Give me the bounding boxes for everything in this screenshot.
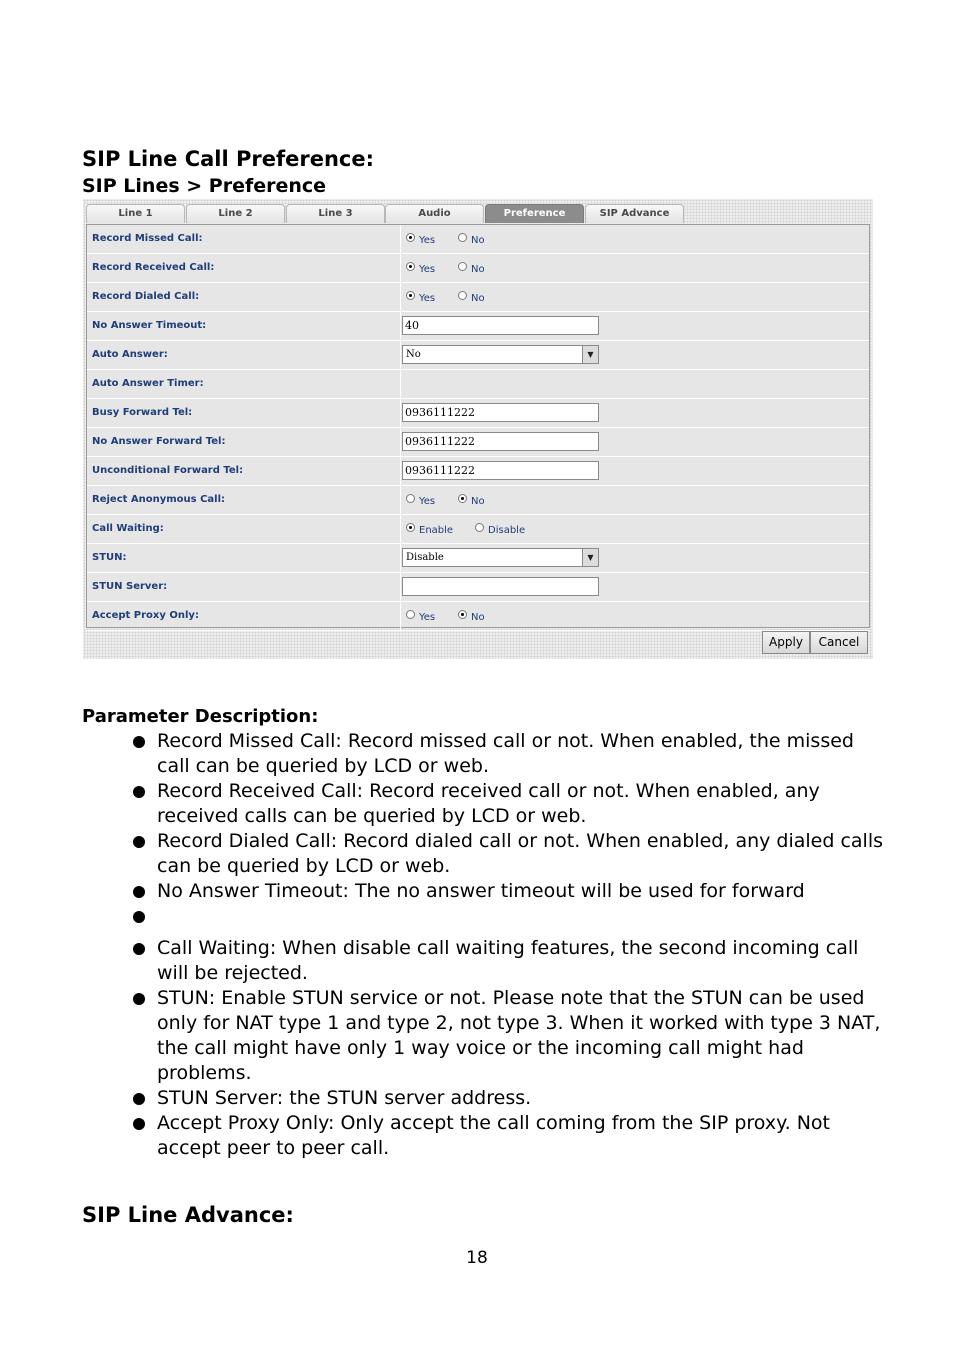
field-label: STUN: xyxy=(92,552,127,563)
record-dialed-yes-radio[interactable] xyxy=(406,292,435,304)
list-item: STUN: Enable STUN service or not. Please note that the STUN can be used only for NAT type 1 and type 2, not type 3. When it worked with type 3 NAT, the call might have only 1 way voice or the incoming call might had problems. xyxy=(130,986,890,1086)
select-value: Disable xyxy=(406,552,444,563)
cancel-button[interactable]: Cancel xyxy=(810,631,868,654)
stun-select[interactable] xyxy=(402,548,599,567)
tab-audio[interactable]: Audio xyxy=(385,204,484,223)
field-value-cell xyxy=(400,544,870,572)
radio-label: Disable xyxy=(488,524,526,536)
radio-label: No xyxy=(471,263,485,275)
tab-sip-advance[interactable]: SIP Advance xyxy=(585,204,684,223)
tab-line-3[interactable]: Line 3 xyxy=(286,204,385,223)
form-row xyxy=(87,370,869,399)
field-value-cell xyxy=(400,370,870,398)
no-answer-forward-tel-input[interactable]: 0936111222 xyxy=(402,432,599,451)
field-label: Record Received Call: xyxy=(92,262,215,273)
field-value-cell xyxy=(400,428,870,456)
field-label: Accept Proxy Only: xyxy=(92,610,199,621)
field-value-cell xyxy=(400,602,870,630)
form-row xyxy=(87,225,869,254)
form-row xyxy=(87,283,869,312)
list-item: No Answer Timeout: The no answer timeout will be used for forward xyxy=(130,879,890,904)
list-item: STUN Server: the STUN server address. xyxy=(130,1086,890,1111)
list-item xyxy=(130,904,890,936)
select-value: No xyxy=(406,349,421,360)
tab-line-1[interactable]: Line 1 xyxy=(86,204,185,223)
list-item: Accept Proxy Only: Only accept the call coming from the SIP proxy. Not accept peer to peer call. xyxy=(130,1111,890,1161)
radio-unselected-icon xyxy=(475,523,484,532)
form-row xyxy=(87,312,869,341)
record-received-yes-radio[interactable] xyxy=(406,263,435,275)
field-value-cell xyxy=(400,283,870,311)
form-row xyxy=(87,573,869,602)
parameter-description-heading: Parameter Description: xyxy=(82,706,319,727)
field-label: No Answer Forward Tel: xyxy=(92,436,226,447)
field-value-cell xyxy=(400,254,870,282)
accept-proxy-no-radio[interactable] xyxy=(458,611,485,623)
radio-selected-icon xyxy=(406,262,415,271)
preference-screenshot-panel xyxy=(83,199,873,659)
unconditional-forward-tel-input[interactable]: 0936111222 xyxy=(402,461,599,480)
reject-anonymous-no-radio[interactable] xyxy=(458,495,485,507)
list-item: Call Waiting: When disable call waiting features, the second incoming call will be rejected. xyxy=(130,936,890,986)
radio-unselected-icon xyxy=(458,233,467,242)
apply-button[interactable]: Apply xyxy=(762,631,810,654)
preference-form xyxy=(86,224,870,628)
chevron-down-icon[interactable]: ▼ xyxy=(582,549,598,566)
no-answer-timeout-input[interactable]: 40 xyxy=(402,316,599,335)
field-value-cell xyxy=(400,399,870,427)
radio-selected-icon xyxy=(406,233,415,242)
radio-label: Enable xyxy=(419,524,454,536)
radio-label: Yes xyxy=(419,234,436,246)
breadcrumb: SIP Lines > Preference xyxy=(82,175,327,197)
record-received-no-radio[interactable] xyxy=(458,263,485,275)
record-missed-no-radio[interactable] xyxy=(458,234,485,246)
tab-bar xyxy=(86,204,866,224)
field-label: Reject Anonymous Call: xyxy=(92,494,226,505)
radio-unselected-icon xyxy=(406,494,415,503)
radio-unselected-icon xyxy=(458,291,467,300)
auto-answer-select[interactable] xyxy=(402,345,599,364)
radio-label: No xyxy=(471,292,485,304)
field-label: Call Waiting: xyxy=(92,523,164,534)
radio-selected-icon xyxy=(406,291,415,300)
field-label: Auto Answer: xyxy=(92,349,168,360)
radio-label: No xyxy=(471,495,485,507)
form-row xyxy=(87,457,869,486)
radio-selected-icon xyxy=(458,494,467,503)
reject-anonymous-yes-radio[interactable] xyxy=(406,495,435,507)
form-row xyxy=(87,602,869,631)
record-missed-yes-radio[interactable] xyxy=(406,234,435,246)
form-row xyxy=(87,341,869,370)
form-row xyxy=(87,254,869,283)
stun-server-input[interactable] xyxy=(402,577,599,596)
radio-selected-icon xyxy=(458,610,467,619)
list-item: Record Dialed Call: Record dialed call or not. When enabled, any dialed calls can be queried by LCD or web. xyxy=(130,829,890,879)
section-title: SIP Line Call Preference: xyxy=(82,147,375,171)
list-item: Record Received Call: Record received call or not. When enabled, any received calls can be queried by LCD or web. xyxy=(130,779,890,829)
form-row xyxy=(87,428,869,457)
radio-label: Yes xyxy=(419,611,436,623)
field-label: Record Dialed Call: xyxy=(92,291,200,302)
call-waiting-disable-radio[interactable] xyxy=(475,524,525,536)
parameter-description-list xyxy=(130,729,890,1161)
field-label: Busy Forward Tel: xyxy=(92,407,193,418)
tab-line-2[interactable]: Line 2 xyxy=(186,204,285,223)
field-label: No Answer Timeout: xyxy=(92,320,207,331)
radio-unselected-icon xyxy=(458,262,467,271)
list-item: Record Missed Call: Record missed call or not. When enabled, the missed call can be queried by LCD or web. xyxy=(130,729,890,779)
form-row xyxy=(87,515,869,544)
form-row xyxy=(87,544,869,573)
radio-selected-icon xyxy=(406,523,415,532)
field-value-cell xyxy=(400,457,870,485)
radio-label: Yes xyxy=(419,292,436,304)
call-waiting-enable-radio[interactable] xyxy=(406,524,453,536)
next-section-title: SIP Line Advance: xyxy=(82,1203,294,1227)
field-value-cell xyxy=(400,486,870,514)
tab-preference[interactable]: Preference xyxy=(485,204,584,223)
field-label: Record Missed Call: xyxy=(92,233,203,244)
field-value-cell xyxy=(400,515,870,543)
form-row xyxy=(87,486,869,515)
page-number: 18 xyxy=(466,1248,488,1268)
form-row xyxy=(87,399,869,428)
field-label: STUN Server: xyxy=(92,581,168,592)
field-label: Auto Answer Timer: xyxy=(92,378,204,389)
accept-proxy-yes-radio[interactable] xyxy=(406,611,435,623)
chevron-down-icon[interactable]: ▼ xyxy=(582,346,598,363)
field-label: Unconditional Forward Tel: xyxy=(92,465,244,476)
radio-label: Yes xyxy=(419,495,436,507)
radio-unselected-icon xyxy=(406,610,415,619)
radio-label: No xyxy=(471,234,485,246)
field-value-cell xyxy=(400,573,870,601)
radio-label: Yes xyxy=(419,263,436,275)
field-value-cell xyxy=(400,225,870,253)
field-value-cell xyxy=(400,341,870,369)
radio-label: No xyxy=(471,611,485,623)
busy-forward-tel-input[interactable]: 0936111222 xyxy=(402,403,599,422)
field-value-cell xyxy=(400,312,870,340)
record-dialed-no-radio[interactable] xyxy=(458,292,485,304)
